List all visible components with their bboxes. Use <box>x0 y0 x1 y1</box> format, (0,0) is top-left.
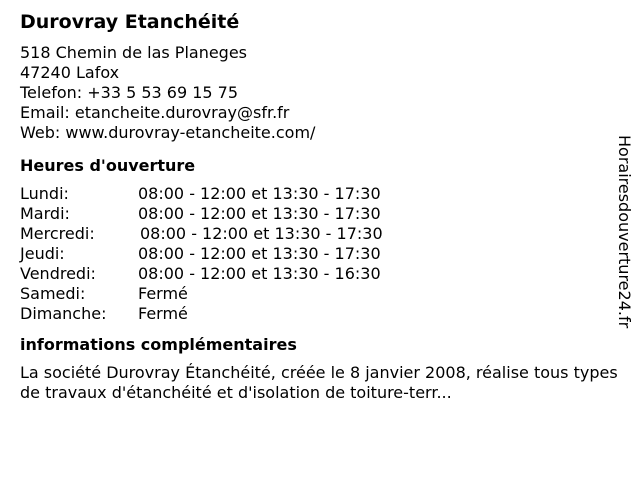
business-name: Durovray Etanchéité <box>20 11 240 33</box>
phone-line: Telefon: +33 5 53 69 15 75 <box>20 83 239 102</box>
hours-value: 08:00 - 12:00 et 13:30 - 16:30 <box>138 264 381 283</box>
hours-row-thursday <box>20 244 610 264</box>
hours-row-sunday <box>20 304 610 324</box>
hours-day: Dimanche: <box>20 304 107 323</box>
business-description: La société Durovray Étanchéité, créée le 8 janvier 2008, réalise tous types de travaux d'étanchéité et d'isolation de toiture-terr... <box>20 363 618 402</box>
site-watermark: Horairesdouverture24.fr <box>615 135 634 329</box>
hours-row-monday <box>20 184 610 204</box>
hours-value: 08:00 - 12:00 et 13:30 - 17:30 <box>140 224 383 243</box>
hours-value: Fermé <box>138 304 188 323</box>
website-line: Web: www.durovray-etancheite.com/ <box>20 123 316 142</box>
address-line-1: 518 Chemin de las Planeges <box>20 43 248 62</box>
hours-row-saturday <box>20 284 610 304</box>
address-line-2: 47240 Lafox <box>20 63 120 82</box>
hours-value: 08:00 - 12:00 et 13:30 - 17:30 <box>138 204 381 223</box>
hours-row-friday <box>20 264 610 284</box>
business-card <box>20 11 618 403</box>
hours-value: 08:00 - 12:00 et 13:30 - 17:30 <box>138 184 381 203</box>
hours-day: Mardi: <box>20 204 70 223</box>
hours-day: Jeudi: <box>20 244 65 263</box>
email-line: Email: etancheite.durovray@sfr.fr <box>20 103 290 122</box>
additional-info-heading: informations complémentaires <box>20 335 297 354</box>
hours-day: Samedi: <box>20 284 86 303</box>
hours-row-wednesday <box>20 224 610 244</box>
hours-value: Fermé <box>138 284 188 303</box>
hours-day: Mercredi: <box>20 224 95 243</box>
opening-hours-heading: Heures d'ouverture <box>20 156 196 175</box>
hours-day: Vendredi: <box>20 264 96 283</box>
hours-day: Lundi: <box>20 184 69 203</box>
hours-row-tuesday <box>20 204 610 224</box>
hours-value: 08:00 - 12:00 et 13:30 - 17:30 <box>138 244 381 263</box>
